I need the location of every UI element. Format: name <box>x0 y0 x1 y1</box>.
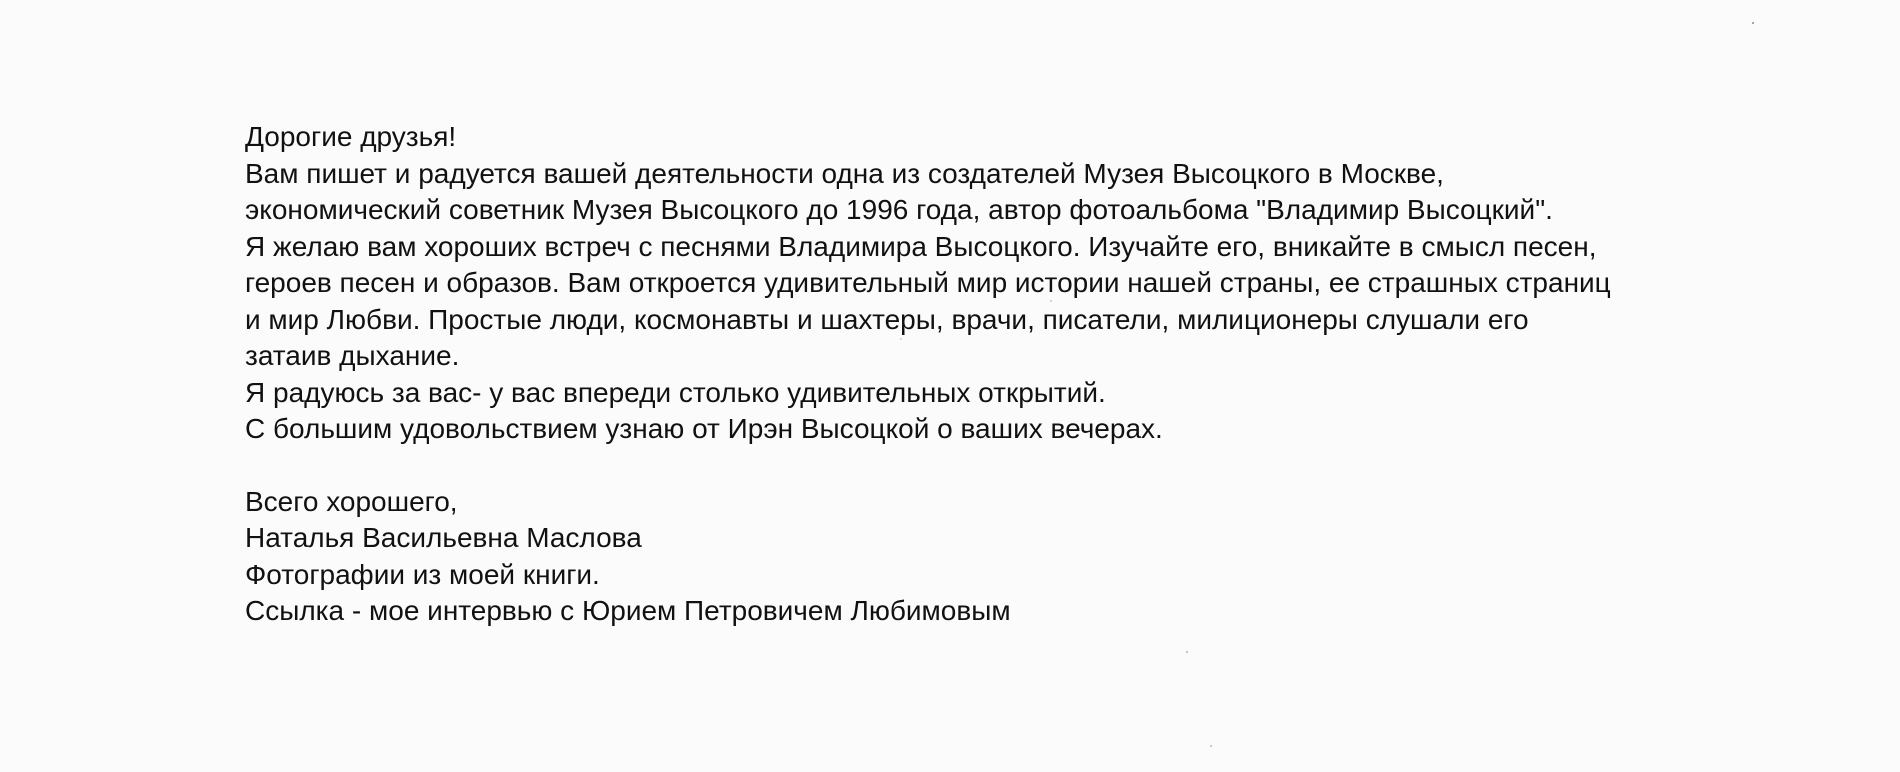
scan-speck <box>900 338 902 340</box>
closing-line: Ссылка - мое интервью с Юрием Петровичем Любимовым <box>245 595 1011 626</box>
body-line: затаив дыхание. <box>245 340 460 371</box>
greeting: Дорогие друзья! <box>245 121 457 152</box>
body-line: и мир Любви. Простые люди, космонавты и шахтеры, врачи, писатели, милиционеры слушали его <box>245 303 1529 335</box>
closing-line: Всего хорошего, <box>245 485 458 517</box>
body-line: Я радуюсь за вас- у вас впереди столько удивительных открытий. <box>245 376 1106 408</box>
paragraph-gap <box>245 448 1611 484</box>
body-line: Я желаю вам хороших встреч с песнями Владимира Высоцкого. Изучайте его, вникайте в смысл песен, <box>245 230 1597 262</box>
scan-speck <box>1210 745 1212 747</box>
scan-speck <box>1752 22 1754 24</box>
body-line: героев песен и образов. Вам откроется удивительный мир истории нашей страны, ее страшных страниц <box>245 267 1611 298</box>
body-line: С большим удовольствием узнаю от Ирэн Высоцкой о ваших вечерах. <box>245 413 1163 444</box>
signature-name: Наталья Васильевна Маслова <box>245 522 642 553</box>
closing-line: Фотографии из моей книги. <box>245 558 600 590</box>
scan-speck <box>1050 300 1052 302</box>
scan-speck <box>1186 651 1188 653</box>
letter-text <box>245 119 1611 630</box>
body-line: экономический советник Музея Высоцкого до 1996 года, автор фотоальбома "Владимир Высоцкий". <box>245 194 1553 225</box>
body-line: Вам пишет и радуется вашей деятельности одна из создателей Музея Высоцкого в Москве, <box>245 157 1444 189</box>
